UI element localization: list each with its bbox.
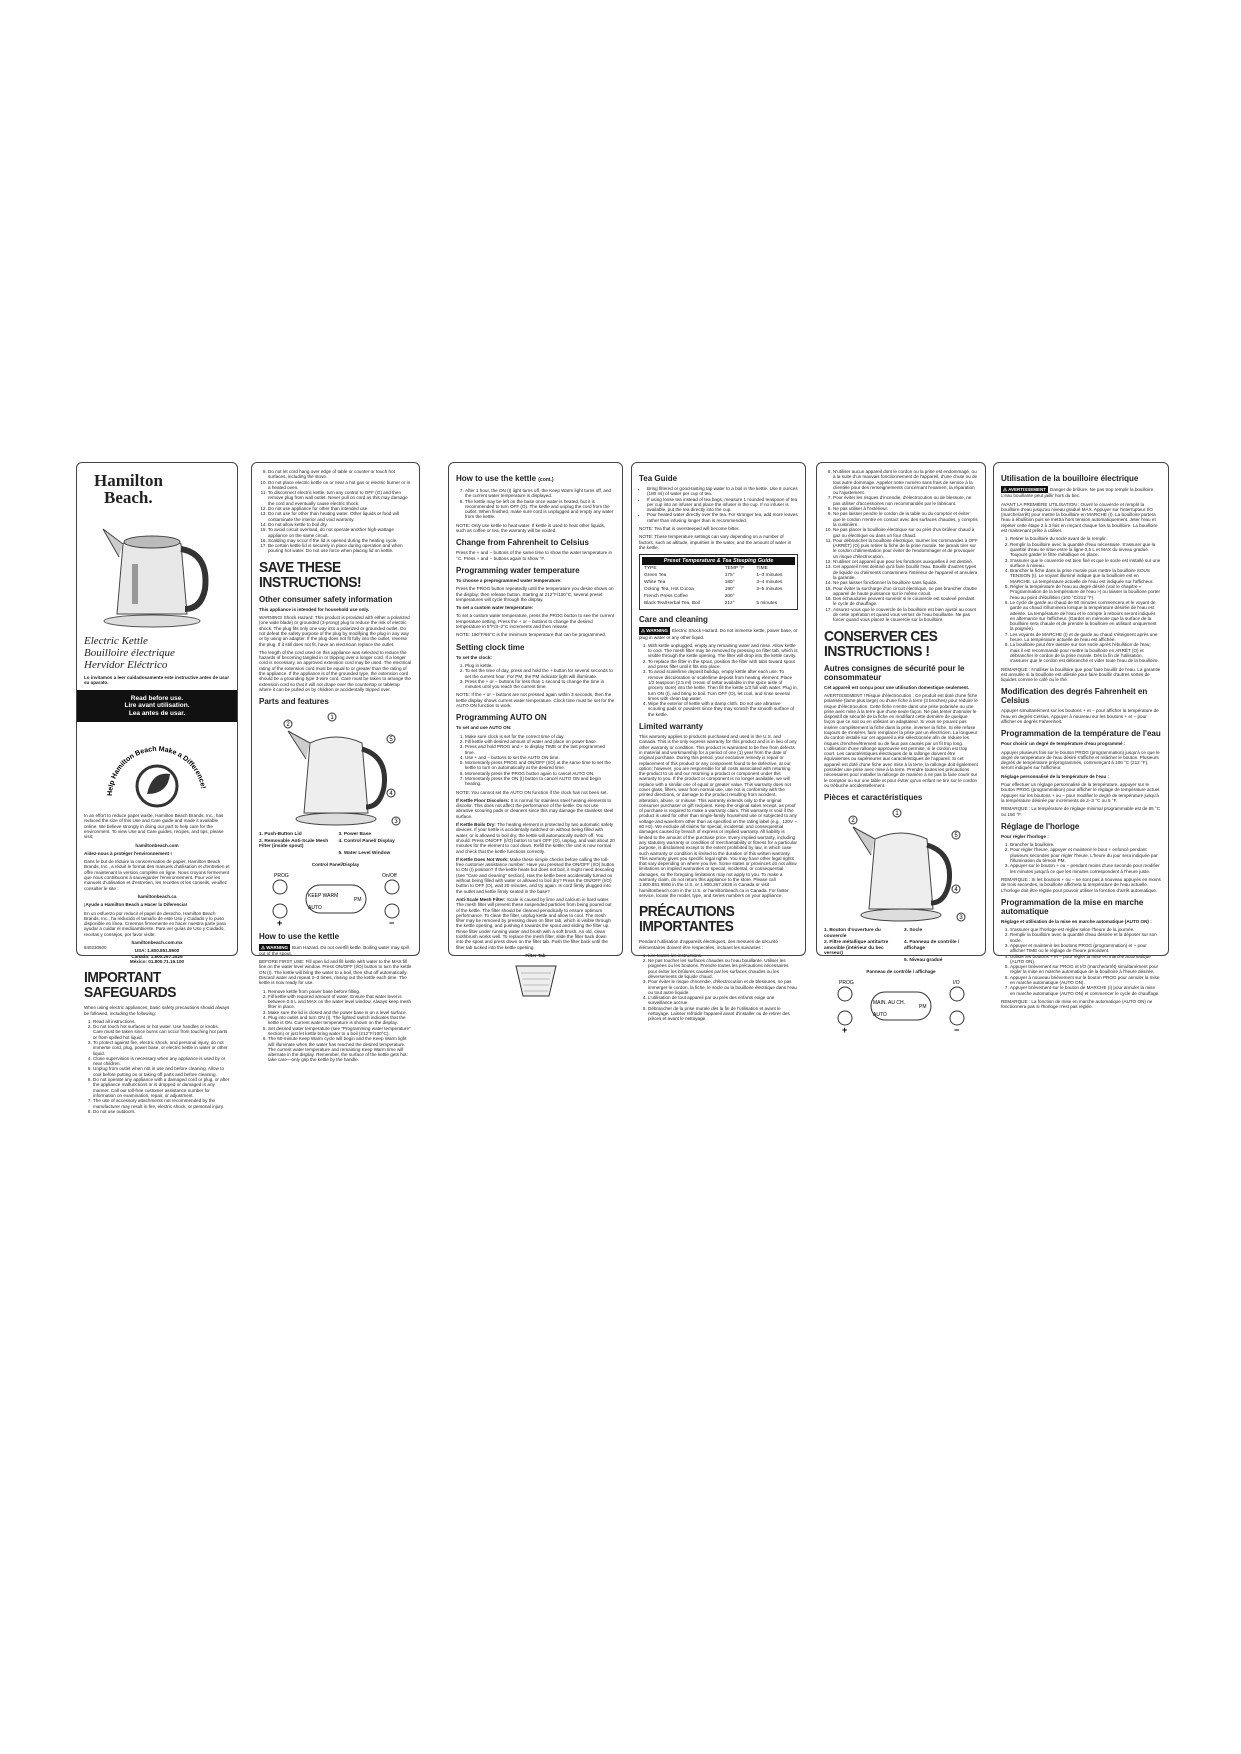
trouble-text: It is normal for stainless steel heating elements to discolor. This does not affect the performance of the kettle. Do not use abrasive scouring pads or cleaners since this may damage the stainless steel surface. <box>456 797 614 819</box>
list-item: • If using loose tea instead of tea bags, measure 1 rounded teaspoon of tea per cup into an infuser and place the infuser in the cup. If no infuser is available, put the tea directly into the cup. <box>647 497 798 513</box>
list-item: 5. Débrancher de la prise murale dès la fin de l'utilisation et avant le nettoyage. Laisser refroidir l'appareil avant d'installer ou de retirer des pièces et avant le nettoyage. <box>648 1006 798 1022</box>
product-title-en: Electric Kettle <box>84 635 148 647</box>
table-cell: Oolong Tea, Hot Cocoa <box>644 587 694 593</box>
svg-text:3: 3 <box>959 915 963 922</box>
list-item: 2. Pour régler l'heure, appuyer et maintenir le bout + enfoncé pendant plusieurs secondes pour régler l'heure. L'heure du jour sera indiquée par l'illumination du témoin PM. <box>1010 847 1161 863</box>
piece-label: 5. Niveau gradué <box>904 957 943 963</box>
list-item: 2. Fill kettle with required amount of water. Ensure that water level is between 0.5 L and MAX on the water level window. Always keep mesh filter in place. <box>268 994 412 1010</box>
table-cell: Green Tea <box>644 573 667 579</box>
svg-text:2: 2 <box>285 722 290 729</box>
list-item: 4. Plug into outlet and turn ON (I). The lighted switch indicates that the kettle is ON. Current water temperature is shown on the display. <box>268 1015 412 1026</box>
list-item: 2. Fill kettle with desired amount of water and place on power base. <box>465 739 615 744</box>
panel-fr-safety-parts <box>816 462 986 1035</box>
list-item: 1. Remove kettle from power base before filling. <box>268 989 412 994</box>
control-panel-diagram <box>266 871 406 927</box>
list-item: 2. To replace the filter in the spout, position the filter with tabs toward spout and press filter until it fits into place. <box>648 659 798 670</box>
tea-steeping-guide <box>639 554 798 610</box>
eco-title-fr: Aidez-nous à protéger l'environnement ! <box>84 850 172 856</box>
utilisation-title: Utilisation de la bouilloire électrique <box>1001 474 1139 483</box>
table-cell: 190° <box>724 587 735 593</box>
list-item: 8. La bouilloire peut être laissée sur son socle après l'ébullition de l'eau; mais il est recommandé pour mettre la bouilloire en ARRÊT (O) et débrancher le cordon de la prise murale. Dès la fin de l'utilisation, s'assurer que le cordon est débranché et vider toute l'eau de la bouilloire. <box>1010 642 1161 663</box>
list-item: 16. Scalding may occur if the lid is opened during the heating cycle. <box>268 538 412 543</box>
howto-steps <box>259 989 412 1063</box>
list-item: 13. Cet appareil n'est destiné qu'à faire bouillir l'eau. Bouillir d'autres types de liquide ou d'aliments contaminera l'intérieur de l'appareil et annulera la garantie. <box>833 564 978 580</box>
pieces-title: Pièces et caractéristiques <box>824 793 923 803</box>
piece-label: 4. Panneau de contrôle / affichage <box>904 940 960 951</box>
howto-title: How to use the kettle <box>259 931 340 941</box>
list-item: 4. Brancher la fiche dans la prise murale puis mettre la bouilloire SOUS TENSION (I). Le voyant illuminé indique que la bouilloire est en MARCHE. La température actuelle de l'eau est indiquée sur l'afficheur. <box>1010 568 1161 584</box>
list-item: 10. Do not place electric kettle on or near a hot gas or electric burner or in a heated oven. <box>268 480 412 491</box>
program-note: NOTE: 150°F/65°C is the minimum temperature that can be programmed. <box>456 632 606 638</box>
tea-col-header: TYPE <box>644 566 657 572</box>
trouble-text: Make these simple checks before calling the toll-free customer assistance number: Have you pressed the ON/OFF (I/O) button to ON (I) position? If the kettle heats but does not boil, it might need descaling (see "Care and cleaning" section). Has the kettle been accidentally turned on without being filled with water or allowed to boil dry? Press the ON/OFF (I/O) button to OFF (O), wait 20 minutes, and try again. Is cord firmly plugged into the outlet and kettle firmly seated in the base? <box>456 856 615 894</box>
table-cell <box>754 593 795 600</box>
list-item: 11. Pour débrancher la bouilloire électrique, tourner les commandes à OFF (ARRÊT) (O) puis retirer la fiche de la prise murale. Ne jamais tirer sur le cordon d'alimentation pour éviter de l'endommager et de provoquer un risque d'électrocution. <box>833 538 978 559</box>
program-text1: Press the PROG button repeatedly until the temperature you desire shows on the display; then release button. Starting at 212°F/100°C, several preset temperatures will cycle through the display. <box>456 586 614 602</box>
band-text-en: Read before use. <box>130 694 184 702</box>
ctrl-label: PROG <box>273 872 289 879</box>
list-item: 8. Ne pas utiliser à l'extérieur. <box>833 506 978 511</box>
howto-cont-steps <box>456 488 615 520</box>
convert-text: Press the + and − buttons of the same time to show the water temperature in °C. Press + and − buttons again to show °F. <box>456 550 613 561</box>
clock-title: Setting clock time <box>456 642 525 652</box>
safeguards-cont-list <box>259 469 412 554</box>
ctrl-label: AUTO <box>873 1011 887 1018</box>
howto-note: NOTE: Only use kettle to heat water. If kettle is used to heat other liquids, such as coffee or tea, the warranty will be voided. <box>456 522 606 534</box>
warning-badge: ⚠ WARNING <box>261 944 289 950</box>
list-item: 16. Des échaudures peuvent survenir si le couvercle est soulevé pendant le cycle de chauffage. <box>833 596 978 607</box>
clock-sub: To set the clock: <box>456 654 492 660</box>
prog-button-icon <box>273 880 287 894</box>
list-item: 11. To disconnect electric kettle, turn any control to OFF (O) and then remove plug from wall outlet. Never pull on cord as this may damage the cord and eventually cause electric shock. <box>268 490 412 506</box>
list-item: 10. Ne pas placer la bouilloire électrique sur ou près d'un brûleur chaud à gaz ou électrique ou dans un four chaud. <box>833 527 978 538</box>
list-item: 7. Appuyer brièvement sur le bouton de MARCHE (I) pour annuler la mise en marche automatique (AUTO ON) et commencer le cycle de chauffage. <box>1010 985 1161 996</box>
ctrl-label: PM <box>353 896 361 903</box>
plus-button-icon <box>273 904 287 918</box>
list-item: 2. Do not touch hot surfaces or hot water. Use handles or knobs. Care must be taken since burns can occur from touching hot parts or from spilled hot liquid. <box>93 1024 230 1040</box>
list-item: 1. Retirer la bouilloire du socle avant de la remplir. <box>1010 536 1161 541</box>
brand-logo-line2: Beach. <box>104 488 153 507</box>
howto-cont-title: How to use the kettle <box>456 474 537 483</box>
list-item: 5. Unplug from outlet when not in use and before cleaning. Allow to cool before putting on or taking off parts and before cleaning. <box>93 1066 230 1077</box>
table-cell: French Press Coffee <box>644 594 688 600</box>
list-item: 3. Press and hold PROG and + to display TIME or the last programmed time. <box>465 744 615 755</box>
list-item: 15. To avoid circuit overload, do not operate another high-wattage appliance on the same circuit. <box>268 527 412 538</box>
read-notice-es: Lo invitamos a leer cuidadosamente este instructive antes de usar su aparato. <box>84 675 230 686</box>
make-a-difference-logo <box>102 726 212 810</box>
filter-tab-label: Filter Tab <box>525 952 546 958</box>
table-row <box>642 579 795 586</box>
program-temp-title: Programming water temperature <box>456 565 580 575</box>
list-item: 15. Pour éviter la surcharge d'un circuit électrique, ne pas brancher d'autre appareil de haute puissance sur le même circuit. <box>833 586 978 597</box>
table-cell: 3–5 minutes <box>756 587 783 593</box>
prog-fr-sub2: Réglage personnalisé de la température de l'eau : <box>1001 773 1110 779</box>
parts-legend <box>259 832 412 856</box>
safeguards-list <box>84 1019 230 1114</box>
brand-logo-line1: Hamilton <box>94 471 163 490</box>
table-cell: Black Tea/Herbal Tea, Boil <box>644 601 700 607</box>
ctrl-label: KEEP WARM <box>307 892 338 899</box>
svg-text:2: 2 <box>851 818 855 825</box>
list-item: • Pour heated water directly over the tea. For stronger tea, add more leaves rather than infusing longer than is recommended. <box>647 512 798 523</box>
tea-col-header: TIME <box>756 566 768 572</box>
piece-label: 2. Filtre métallique antitartre amovible (intérieur du bec verseur) <box>824 940 889 957</box>
conversion-text: Appuyer simultanément sur les boutons + et − pour afficher la température de l'eau en degrés Celsius. Appuyer à nouveau sur les boutons + et − pour afficher en degrés Fahrenheit. <box>1001 708 1159 724</box>
read-before-use-band <box>77 690 237 723</box>
prog-fr-text1: Appuyer plusieurs fois sur le bouton PROG (programmation) jusqu'à ce que le degré de température de l'eau désiré s'affiche et relâcher le bouton. Plusieurs degrés de température préprogrammés, commençant à 100 °C (212 °F), seront indiqués sur l'afficheur. <box>1001 749 1160 771</box>
list-item: 4. L'utilisation de tout appareil par ou près des enfants exige une surveillance accrue. <box>648 995 798 1006</box>
howto-cont-sub: (cont.) <box>538 477 554 483</box>
horloge-sub: Pour régler l'horloge : <box>1001 833 1049 839</box>
fr-safeguards-intro: Pendant l'utilisation d'appareils électriques, des mesures de sécurité élémentaires doivent être respectées, incluant les suivantes : <box>639 939 778 950</box>
util-steps <box>1001 536 1161 663</box>
autres-bold: Cet appareil est conçu pour une utilisation domestique seulement. <box>824 684 970 690</box>
table-cell: White Tea <box>644 580 666 586</box>
pieces-legend <box>824 928 978 963</box>
url-ca[interactable]: hamiltonbeach.ca <box>137 893 177 899</box>
list-item: 17. Be certain kettle lid is securely in place during operation and when pouring hot water. Do not use force when placing lid on kettle. <box>268 543 412 554</box>
panel-howto-cont <box>448 462 623 956</box>
list-item: 17. Assurez-vous que le couvercle de la bouilloire est bien ajusté au cours de cette opération et quand vous versez de l'eau bouillante. Ne pas forcer quand vous placez le couvercle sur la bouilloire. <box>833 607 978 623</box>
list-item: 7. After 1 hour, the ON (I) light turns off, the Keep Warm light turns off, and the current water temperature is displayed. <box>465 488 615 499</box>
util-first-use: AVANT LA PREMIÈRE UTILISATION : Ouvrir le couvercle et remplir la bouilloire d'eau jusqu'au niveau gradué MAX. Appuyer sur l'interrupteur I/O (marche/arrêt) pour mettre la bouilloire en MARCHE (I). La bouilloire portera l'eau à ébullition puis se mettra hors tension automatiquement. Jeter l'eau et répéter cette étape 2 à 3 fois en rinçant chaque fois la bouilloire. La bouilloire est maintenant prête à utiliser. <box>1001 501 1158 534</box>
list-item: 6. The 60-minute Keep Warm cycle will begin and the Keep Warm light will illuminate when the water has reached the desired temperature. The current water temperature and remaining Keep Warm time will alternate in the display. Remember, the surface of the kettle gets hot: take care—only grip the kettle by the handle. <box>268 1036 412 1062</box>
list-item: 7. Les voyants de MARCHE (I) et de garde au chaud s'éteignent après une heure. La température actuelle de l'eau est affichée. <box>1010 632 1161 643</box>
trouble-title: If Kettle Does Not Work: <box>456 856 509 862</box>
shock-hazard-text: WARNING! Shock Hazard: This product is provided with either a polarized (one wide blade) or grounded (3-prong) plug to reduce the risk of electric shock. The plug fits only one way into a polarized or grounded outlet. Do not defeat the safety purpose of the plug by modifying the plug in any way or by using an adapter. If the plug does not fit fully into the outlet, reverse the plug. If it still does not fit, have an electrician replace the outlet. <box>259 615 410 647</box>
fr-safeguards-list <box>639 953 798 1022</box>
list-item: 2. Remplir la bouilloire avec la quantité d'eau nécessaire. S'assurer que la quantité d'eau se situe entre la ligne 0,5 L et MAX du niveau gradué. Toujours garder le filtre métallique en place. <box>1010 542 1161 558</box>
care-warning-text: Electric Shock Hazard. Do not immerse kettle, power base, or plug in water or any other liquid. <box>639 628 798 640</box>
piece-label <box>824 958 898 964</box>
list-item: 14. Ne pas laisser fonctionner la bouilloire sans liquide. <box>833 580 978 585</box>
ctrl-label: On/Off <box>381 872 397 879</box>
ctrl-label: PM <box>919 1003 927 1010</box>
part-number: 840230600 <box>84 945 107 950</box>
panel-fr-usage <box>993 462 1169 1010</box>
part-label: 5. Water Level Window <box>338 850 391 856</box>
table-cell: 3–4 minutes <box>756 580 783 586</box>
part-label: 1. Push-Button Lid <box>259 832 302 838</box>
url-com[interactable]: hamiltonbeach.com <box>135 842 179 848</box>
autres-consignes-title: Autres consignes de sécurité pour le consommateur <box>824 663 965 682</box>
svg-text:1: 1 <box>329 715 334 722</box>
auto-on-sub: To set and use AUTO ON: <box>456 725 512 731</box>
svg-text:3: 3 <box>393 819 398 826</box>
panneau-diagram <box>831 978 971 1034</box>
svg-text:5: 5 <box>954 833 958 840</box>
part-label <box>259 851 333 857</box>
auto-fr-sub: Réglage et utilisation de la mise en marche automatique (AUTO ON) : <box>1001 918 1152 924</box>
table-cell: 212° <box>724 601 735 607</box>
horloge-remark: REMARQUE : Si les boutons + ou − ne sont pas à nouveau appuyés en moins de trois secondes, la bouilloire affichera la température de l'eau actuelle. L'horloge doit être réglée pour pouvoir utiliser la fonction d'arrêt automatique. <box>1001 876 1161 893</box>
list-item: 13. Do not use for other than heating water. Other liquids or food will contaminate the interior and void warranty. <box>268 511 412 522</box>
prog-temp-fr-title: Programmation de la température de l'eau <box>1001 729 1161 739</box>
phone-mexico: México: 01.800.71.16.100 <box>129 958 185 964</box>
panneau-title: Panneau de contrôle / affichage <box>866 969 936 975</box>
phone-usa: USA: 1.800.851.8900 <box>134 948 180 954</box>
list-item: 3. Pour éviter le risque d'incendie, d'électrocution et de blessures, ne pas immerger le cordon, la fiche, le socle ou la bouilloire électrique dans l'eau ou tout autre liquide. <box>648 979 798 995</box>
other-safety-title: Other consumer safety information <box>259 594 393 604</box>
phone-canada: Canada: 1.800.267.2826 <box>131 953 183 959</box>
util-remark: REMARQUE : N'utiliser la bouilloire que pour faire bouillir de l'eau. La garantie est annulée si la bouilloire est utilisée pour faire bouillir d'autres sortes de liquides comme le café ou le thé. <box>1001 666 1161 683</box>
list-item: 1. Make sure clock is set for the correct time of day. <box>465 734 615 739</box>
parts-title: Parts and features <box>259 697 329 707</box>
onoff-button-icon <box>385 880 399 894</box>
list-item: 2. Ne pas toucher les surfaces chaudes ou l'eau bouillante. Utiliser les poignées ou les boutons. Prendre toutes les précautions nécessaires pour éviter les brûlures causées par les surfaces chaudes ou les déversements de liquide chaud. <box>648 958 798 979</box>
list-item: 8. Do not use outdoors. <box>93 1109 230 1114</box>
panel-safety-parts <box>251 462 420 1063</box>
list-item: 9. Do not let cord hang over edge of table or counter or touch hot surfaces, including the stove. <box>268 469 412 480</box>
before-first-use: BEFORE FIRST USE: Fill open lid and fill kettle with water to the MAX fill line on the water level window. Press ON/OFF (I/O) button to turn the kettle ON (I). The kettle will bring the water to a boil, then shut off automatically. Discard water and repeat 2–3 times, rinsing out the kettle each time. The kettle is now ready for use. <box>259 959 412 986</box>
auto-fr-steps <box>1001 927 1161 996</box>
minus-button-icon <box>385 904 399 918</box>
ctrl-label: AUTO <box>307 904 322 911</box>
filter-text: Scale is caused by lime and calcium in hard water. The mesh filter will prevent these suspended particles from being poured out of the kettle. The filter should be cleaned periodically to ensure optimum performance. To clean the filter, unplug kettle and allow to cool. The mesh filter may be removed by pressing down on filter tab, which is visible through the kettle opening, and pushing it towards the spout and sliding the filter up. Rinse filter under running water and brush with a soft brush. An old, clean toothbrush works well. To replace the mesh filter, slide the filter back down into the spout and press down on the filter tab. Push the filter back until the filter tab tucked into the kettle opening. <box>456 896 612 950</box>
eco-text-fr: Dans le but de réduire la consommation de papier, Hamilton Beach Brands, Inc., a réduit le format des manuels d'utilisation et d'entretien et offre maintenant la version complète en ligne. Nous croyons fermement que nous contribuons à sauvegarder l'environnement. Pour voir les manuels d'utilisation et d'entretien, les recettes et les conseils, veuillez consulter le site : <box>84 859 230 891</box>
cord-length-text: The length of the cord used on this appliance was selected to reduce the hazards of becoming tangled in or tripping over a longer cord. If a longer cord is necessary, an approved extension cord may be used. The electrical rating of the extension cord must be equal to or greater than the rating of the appliance. If the appliance is of the grounded type, the extension cord should be a grounding type 3-wire cord. Care must be taken to arrange the extension cord so that it will not drape over the countertop or tabletop where it can be pulled on by children or accidentally tripped over. <box>259 649 412 692</box>
trouble-title: If Kettle Boils Dry: <box>456 822 496 828</box>
list-item: 2. To set the time of day, press and hold the + button for several seconds to set the current hour. For PM, the PM indicator light will illuminate. <box>465 668 615 679</box>
prog-fr-remark: REMARQUE : La température de réglage minimal programmable est de 65 °C ou 150 °F. <box>1001 806 1161 817</box>
list-item: 8. The kettle may be left on the base once water is heated, but it is recommended to turn OFF (O). The kettle and unplug the cord from the outlet. When finished, make sure cord is unplugged and empty any water from the kettle. <box>465 499 615 520</box>
auto-on-title: Programming AUTO ON <box>456 713 547 723</box>
part-label: 4. Control Panel/ Display <box>338 838 395 844</box>
household-use-notice: This appliance is intended for household use only. <box>259 606 370 612</box>
tea-guide-title: Tea Guide <box>639 474 678 483</box>
eco-text-es: En un esfuerzo por reducir el papel de desecho, Hamilton Beach Brands, Inc., ha reducido el tamaño de este Uso y Cuidado y lo puso disponible en línea. Creemos firmemente en hacer nuestra parte para ayudar a cuidar el medioambiente. Para ver guías de Uso y Cuidado, recetas y consejos, por favor visite: <box>84 910 226 937</box>
auto-fr-title: Programmation de la mise en marche automatique <box>1001 897 1144 916</box>
list-item: 1. Brancher la bouilloire. <box>1010 842 1161 847</box>
parts-diagram <box>266 709 406 829</box>
safeguards-title: IMPORTANT SAFEGUARDS <box>84 969 177 1002</box>
list-item: 4. Use + and − buttons to set the AUTO ON time. <box>465 755 615 760</box>
tea-bullets <box>639 486 798 523</box>
product-title-es: Hervidor Eléctrico <box>84 659 168 671</box>
table-row <box>642 572 795 579</box>
product-title-fr: Bouilloire électrique <box>84 647 175 659</box>
band-text-es: Lea antes de usar. <box>128 709 186 717</box>
table-cell: 5 minutes <box>756 601 778 607</box>
filter-title: Anti-Scale Mesh Filter: <box>456 896 506 902</box>
ctrl-label: + <box>276 917 282 928</box>
list-item: 6. Appuyer à nouveau brièvement sur le bouton PROG pour annuler la mise en marche automatique (AUTO ON). <box>1010 975 1161 986</box>
list-item: 6. Do not operate any appliance with a damaged cord or plug, or after the appliance malfunctions or is dropped or damaged in any manner. Call our toll-free customer assistance number for information on examination, repair, or adjustment. <box>93 1077 230 1098</box>
safeguards-intro: When using electric appliances, basic safety precautions should always be followed, including the following: <box>84 1005 230 1016</box>
part-label: 2. Removable Anti-Scale Mesh Filter (inside spout) <box>259 838 329 850</box>
conserver-title: CONSERVER CES INSTRUCTIONS ! <box>824 627 938 660</box>
logo-arc-text: Help Hamilton Beach Make a Difference! <box>106 746 207 797</box>
warning-badge: ⚠ AVERTISSEMENT <box>1003 487 1047 492</box>
list-item: 7. Pour éviter les risques d'incendie, d'électrocution ou de blessure, ne pas utiliser d'accessoires non recommandés par le fabricant. <box>833 495 978 506</box>
panel-tea-care-warranty <box>631 462 806 1022</box>
autres-text: AVERTISSEMENT ! Risque d'électrocution : Ce produit est doté d'une fiche polarisée (lame plus large) ou d'une fiche à terre (3 broches) pour réduire le risque d'électrocution. Cette fiche n'entre dans une prise polarisée ou une prise avec mise à la terre que d'une seule façon. Ne pas tenter d'annuler le dispositif de sécurité de la fiche en modifiant cette dernière de quelque façon que ce soit ou en utilisant un adaptateur. Si vous ne pouvez pas insérer complètement la fiche dans la prise, inverser la fiche. Si elle refuse toujours de s'insérer, faire remplacer la prise par un électricien. La longueur du cordon installé sur cet appareil a été sélectionnée afin de réduire les risques d'enchevêtrement ou de faux pas causés par un fil trop long. L'utilisation d'une rallonge approuvée est permise, si le cordon est trop court. Les caractéristiques électriques de la rallonge doivent être équivalentes ou supérieures aux caractéristiques de l'appareil. Si cet appareil est doté d'une fiche avec mise à la terre, la rallonge doit également posséder une prise avec mise à la terre. Prendre toutes les précautions nécessaires pour installer la rallonge de manière à ne pas la faire courir sur le comptoir ou sur une table et pour éviter qu'un enfant ne tire sur le cordon ou trébuche accidentellement. <box>824 692 978 788</box>
fr-safeguards-cont <box>824 469 978 623</box>
program-sub2: To set a custom water temperature: <box>456 605 534 611</box>
list-item: 3. Make sure the lid is closed and the power base is on a level surface. <box>268 1010 412 1015</box>
control-panel-title: Control Panel/Display <box>311 862 360 868</box>
list-item: 3. To avoid scale/lime deposit buildup, empty kettle after each use. To remove discoloration or scale/lime deposit from heating element: Place 1/2 teaspoon (2.5 ml) cream of tartar available in the spice aisle of grocery store) into the kettle. Then fill the kettle 1/3 full with water. Plug in, turn ON (I), and bring to boil. Turn OFF (O), let cool, and rinse several times with clean tap water. <box>648 669 798 701</box>
trouble-title: If Kettle Floor Discolors: <box>456 797 510 803</box>
table-row <box>642 593 795 600</box>
warranty-text: This warranty applies to products purchased and used in the U.S. and Canada. This is the only express warranty for this product and is in lieu of any other warranty or condition. This product is warranted to be free from defects in material and workmanship for a period of one (1) year from the date of original purchase. During this period, your exclusive remedy is repair or replacement of this product or any component found to be defective, at our option; however, you are responsible for all costs associated with returning the product to us and our returning a product or component under this warranty to you. If the product or component is no longer available, we will replace with a similar one of equal or greater value. This warranty does not cover glass, filters, wear from normal use, use not in conformity with the printed directions, or damage to the product resulting from accident, alteration, abuse, or misuse. This warranty extends only to the original consumer purchaser or gift recipient. Keep the original sales receipt, as proof of purchase is required to make a warranty claim. This warranty is void if the product is used for other than single-family household use or subjected to any voltage and waveform other than as specified on the rating label (e.g., 120V ~ 60 Hz). We exclude all claims for special, incidental, and consequential damages caused by breach of express or implied warranty. All liability is limited to the amount of the purchase price. Every implied warranty, including any statutory warranty or condition of merchantability or fitness for a particular purpose, is disclaimed except to the extent prohibited by law, in which case such warranty or condition is limited to the duration of this written warranty. This warranty gives you specific legal rights. You may have other legal rights that vary depending on where you live. Some states or provinces do not allow limitations on implied warranties or special, incidental, or consequential damages, so the foregoing limitations may not apply to you. To make a warranty claim, do not return this appliance to the store. Please call 1.800.851.8900 in the U.S. or 1.800.267.2826 in Canada or visit hamiltonbeach.com in the U.S. or hamiltonbeach.ca in Canada. For faster service, locate the model, type, and series numbers on your appliance. <box>639 734 798 898</box>
list-item: 14. Do not allow kettle to boil dry. <box>268 522 412 527</box>
fr-safeguards-title: PRÉCAUTIONS IMPORTANTES <box>639 903 735 936</box>
part-label: 3. Power Base <box>338 832 372 838</box>
list-item: 5. Set desired water temperature (see "Programming water temperature" section) or just let kettle bring water to a boil (212°F/100°C). <box>268 1026 412 1037</box>
table-cell: 200° <box>724 594 735 600</box>
list-item: 3. To protect against fire, electric shock, and personal injury, do not immerse cord, plug, power base, or electric kettle in water or other liquid. <box>93 1040 230 1056</box>
list-item: 4. Close supervision is necessary when any appliance is used by or near children. <box>93 1056 230 1067</box>
list-item: 3. Appuyer et maintenir les boutons PROG (programmation) et + pour afficher TIME ou le réglage de l'heure précédent. <box>1010 943 1161 954</box>
clock-note: NOTE: If the + or − buttons are not pressed again within 3 seconds, then the kettle display shows current water temperature. Clock time must be set for the AUTO ON function to work. <box>456 692 615 709</box>
conversion-title: Modification des degrés Fahrenheit en Celsius <box>1001 687 1148 706</box>
prog-fr-text2: Pour effectuer un réglage personnalisé de la température, appuyer sur le bouton PROG (programmation) pour afficher le réglage de température actuel. Appuyer sur les boutons + ou − pour modifier le degré de température jusqu'à la température désirée par incréments de 2–3 °C ou 5 °F. <box>1001 782 1161 803</box>
convert-title: Change from Fahrenheit to Celsius <box>456 538 589 548</box>
ctrl-label: MAIN. AU CH. <box>873 999 905 1006</box>
burn-warning-text: Burn Hazard. Do not overfill kettle. Boiling water may spill out of the spout. <box>259 944 409 956</box>
list-item: 5. Régler la température de l'eau au degré désiré (voir le chapitre « Programmation de la température de l'eau ») ou laisser la bouilloire porter l'eau au point d'ébullition (100 °C/212 °F). <box>1010 584 1161 600</box>
tea-table <box>642 565 795 607</box>
tea-col-header: TEMP °F <box>724 566 745 572</box>
program-text2: To set a custom water temperature, press the PROG button to see the current temperature setting. Press the + or − buttons to change the desired temperature in 5°F/3–2°C increments and then release. <box>456 613 615 630</box>
panel-cover <box>76 462 238 1114</box>
list-item: • Bring filtered or good-tasting tap water to a boil in the kettle. Use 6 ounces (180 ml) of water per cup of tea. <box>647 486 798 497</box>
filter-illustration <box>511 961 561 1001</box>
list-item: 6. Momentarily press the PROG button again to cancel AUTO ON. <box>465 771 615 776</box>
pieces-diagram <box>831 805 971 925</box>
warning-badge: ⚠ WARNING <box>641 628 669 634</box>
svg-text:4: 4 <box>388 791 393 798</box>
list-item: 6. Le cycle de garde au chaud de 60 minutes commencera et le voyant de garde au chaud s'illuminera lorsque la température désirée de l'eau est atteinte. La température de l'eau et le compte à rebours seront indiqués en alternance sur l'afficheur. (Garder en mémoire que la surface de la bouilloire sera chaude et de prendre la bouilloire en utilisant uniquement la poignée). <box>1010 600 1161 632</box>
list-item: 5. Momentarily press PROG and ON/OFF (I/O) at the same time to set the kettle to turn on automatically at the desired time. <box>465 760 615 771</box>
table-row <box>642 600 795 607</box>
tea-note2: NOTE: These temperature settings can vary depending on a number of factors, such as altitude, impurities in the water, and the amount of water in the kettle. <box>639 534 792 550</box>
piece-label: 1. Bouton d'ouverture du couvercle <box>824 928 881 939</box>
url-mx[interactable]: hamiltonbeach.com.mx <box>131 940 183 946</box>
table-cell: 175° <box>724 573 735 579</box>
list-item: 1. Lire toutes les instructions. <box>648 953 798 958</box>
table-cell: 1–3 minutes <box>756 573 783 579</box>
list-item: 1. Plug in kettle. <box>465 663 615 668</box>
trouble-text: The heating element is protected by two automatic safety devices. If your kettle is accidentally switched on without being filled with water, or is allowed to boil dry, the kettle will automatically switch off. You should: Press ON/OFF (I/O) button to turn OFF (O), unplug, and wait about 20 minutes for the element to cool down. Refill the kettle; the unit is now normal and check that the kettle functions correctly. <box>456 822 615 854</box>
auto-on-note: NOTE: You cannot set the AUTO ON function if the clock has not been set. <box>456 789 608 795</box>
clock-steps <box>456 663 615 689</box>
program-sub1: To choose a preprogrammed water temperature: <box>456 577 562 583</box>
list-item: 6. N'utiliser aucun appareil dont le cordon ou la prise est endommagé, ou à la suite d'un mauvais fonctionnement de l'appareil, d'une chute ou de tout autre dommage. Appeler notre numéro sans frais de service à la clientèle pour des renseignements concernant l'examen, la réparation ou l'ajustement. <box>833 469 978 495</box>
list-item: 3. Appuyer sur le bouton + ou − pendant moins d'une seconde pour modifier les minutes jusqu'à ce que les minutes correspondent à l'heure juste. <box>1010 863 1161 874</box>
eco-title-es: ¡Ayude a Hamilton Beach a Hacer la Diferencia! <box>84 902 188 908</box>
list-item: 12. Do not use appliance for other than intended use. <box>268 506 412 511</box>
table-row <box>642 586 795 593</box>
ctrl-label: I/O <box>953 979 960 986</box>
list-item: 3. S'assurer que le couvercle est bien fixé et que le socle est installé sur une surface à niveau. <box>1010 558 1161 569</box>
save-instructions-title: SAVE THESE INSTRUCTIONS! <box>259 558 362 591</box>
svg-text:4: 4 <box>954 887 958 894</box>
kettle-illustration <box>97 509 217 629</box>
warranty-title: Limited warranty <box>639 722 704 732</box>
table-cell: 180° <box>724 580 735 586</box>
list-item: 1. S'assurer que l'horloge est réglée selon l'heure de la journée. <box>1010 927 1161 932</box>
ctrl-label: + <box>842 1024 848 1035</box>
list-item: 4. Wipe the exterior of kettle with a damp cloth. Do not use abrasive scouring pads or powders since they may scratch the smooth surface of the kettle. <box>648 701 798 717</box>
tea-guide-header: Preset Temperature & Tea Steeping Guide <box>642 557 795 565</box>
list-item: 9. Ne pas laisser pendre le cordon de la table ou du comptoir et éviter que le cordon n'entre en contact avec des surfaces chaudes, y compris la cuisinière. <box>833 511 978 527</box>
list-item: 7. Momentarily press the ON (I) button to cancel AUTO ON and begin heating. <box>465 776 615 787</box>
piece-label: 3. Socle <box>904 928 923 934</box>
care-steps <box>639 643 798 717</box>
list-item: 4. Utiliser les boutons + et − pour régler la mise en marche automatique (AUTO ON). <box>1010 954 1161 965</box>
auto-on-steps <box>456 734 615 787</box>
ctrl-label: − <box>954 1024 960 1035</box>
list-item: 5. Appuyer brièvement sur PROG et I/O (marche/arrêt) simultanément pour régler la mise en marche automatique de la bouilloire à l'heure désirée. <box>1010 964 1161 975</box>
ctrl-label: − <box>388 917 394 928</box>
list-item: 12. N'utiliser cet appareil que pour les fonctions auxquelles il est destiné. <box>833 559 978 564</box>
svg-text:1: 1 <box>895 811 899 818</box>
care-title: Care and cleaning <box>639 615 708 625</box>
list-item: 1. Read all instructions. <box>93 1019 230 1024</box>
prog-fr-sub1: Pour choisir un degré de température d'eau programmé : <box>1001 741 1126 747</box>
tea-note1: NOTE: Tea that is oversteeped will become bitter. <box>639 526 740 532</box>
auto-fr-remark: REMARQUE : La fonction de mise en marche automatique (AUTO ON) ne fonctionnera pas si l'horloge n'est pas réglée. <box>1001 998 1153 1010</box>
horloge-steps <box>1001 842 1161 874</box>
horloge-title: Réglage de l'horloge <box>1001 821 1080 831</box>
list-item: 3. Press the + or − buttons for less than 1 second to change the time in minutes until you reach the current time. <box>465 679 615 690</box>
eco-text-en: In an effort to reduce paper waste, Hamilton Beach Brands, Inc., has reduced the size of this Use and Care guide and made it available online. We believe strongly in doing our part to help care for the environment. To view Use and Care guides, recipes, and tips, please visit: <box>84 813 224 840</box>
svg-text:5: 5 <box>388 737 393 744</box>
list-item: 2. Remplir la bouilloire avec la quantité d'eau désirée et la déposer sur son socle. <box>1010 932 1161 943</box>
ctrl-label: PROG <box>839 979 854 986</box>
band-text-fr: Lire avant utilisation. <box>124 702 190 710</box>
list-item: 1. With kettle unplugged, empty any remaining water and rinse. Allow kettle to cool. The mesh filter may be removed by pressing on filter tab, which is visible through the kettle opening. The filter will drop into the kettle cavity. <box>648 643 798 659</box>
util-warning-text: Danger de brûlure. Ne pas trop remplir la bouilloire. L'eau bouillante peut jaillir hors du bec. <box>1001 487 1155 499</box>
list-item: 7. The use of accessory attachments not recommended by the manufacturer may result in fire, electric shock, or personal injury. <box>93 1098 230 1109</box>
